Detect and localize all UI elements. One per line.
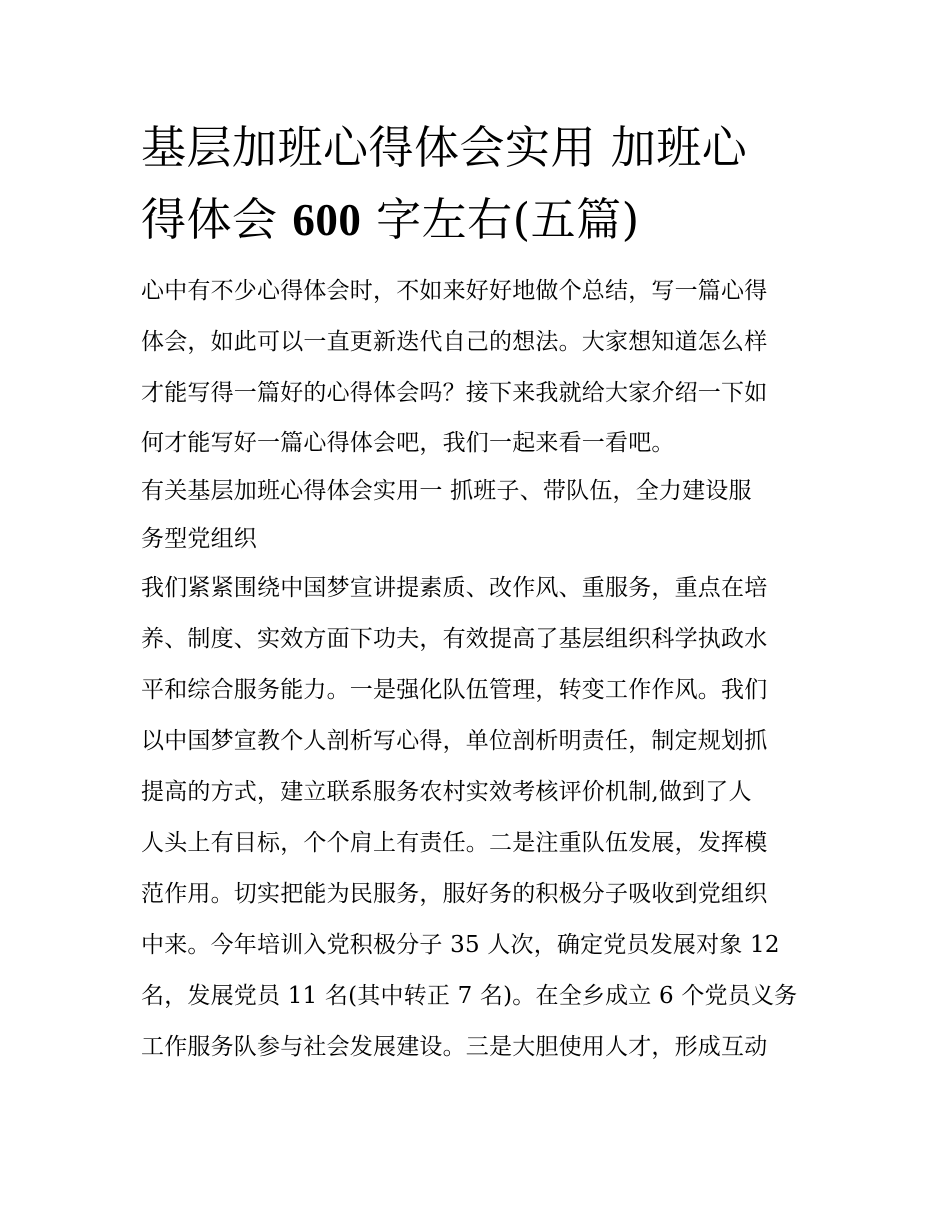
body-line: 心中有不少心得体会时，不如来好好地做个总结，写一篇心得 <box>141 278 768 304</box>
body-line: 我们紧紧围绕中国梦宣讲提素质、改作风、重服务，重点在培 <box>141 575 768 601</box>
title-line-2 <box>141 184 813 256</box>
body-line: 范作用。切实把能为民服务，服好务的积极分子吸收到党组织 <box>141 881 768 907</box>
body-line: 人头上有目标，个个肩上有责任。二是注重队伍发展，发挥模 <box>141 830 768 856</box>
body-line: 养、制度、实效方面下功夫，有效提高了基层组织科学执政水 <box>141 626 768 652</box>
body-line: 以中国梦宣教个人剖析写心得，单位剖析明责任，制定规划抓 <box>141 728 768 754</box>
body-line: 才能写得一篇好的心得体会吗？接下来我就给大家介绍一下如 <box>141 380 768 406</box>
document-content <box>141 112 813 1073</box>
body-line: 工作服务队参与社会发展建设。三是大胆使用人才，形成互动 <box>141 1034 768 1060</box>
body-line: 名，发展党员 11 名(其中转正 7 名)。在全乡成立 6 个党员义务 <box>141 983 798 1009</box>
body-line: 平和综合服务能力。一是强化队伍管理，转变工作作风。我们 <box>141 677 768 703</box>
title-line-2-text-b: 字左右(五篇) <box>361 193 640 246</box>
title-line-1 <box>141 112 813 184</box>
section-heading-line: 有关基层加班心得体会实用一 抓班子、带队伍，全力建设服 <box>141 478 752 504</box>
body-line: 提高的方式，建立联系服务农村实效考核评价机制,做到了人 <box>141 779 752 805</box>
title-line-2-text-a: 得体会 <box>141 193 293 246</box>
document-body <box>141 266 813 1073</box>
body-line: 体会，如此可以一直更新迭代自己的想法。大家想知道怎么样 <box>141 329 768 355</box>
title-line-2-number: 600 <box>292 195 362 245</box>
document-title <box>141 112 813 256</box>
title-line-1-text: 基层加班心得体会实用 加班心 <box>141 121 748 174</box>
section-heading-line: 务型党组织 <box>141 526 257 552</box>
body-line: 何才能写好一篇心得体会吧，我们一起来看一看吧。 <box>141 430 675 456</box>
body-line: 中来。今年培训入党积极分子 35 人次，确定党员发展对象 12 <box>141 932 780 958</box>
